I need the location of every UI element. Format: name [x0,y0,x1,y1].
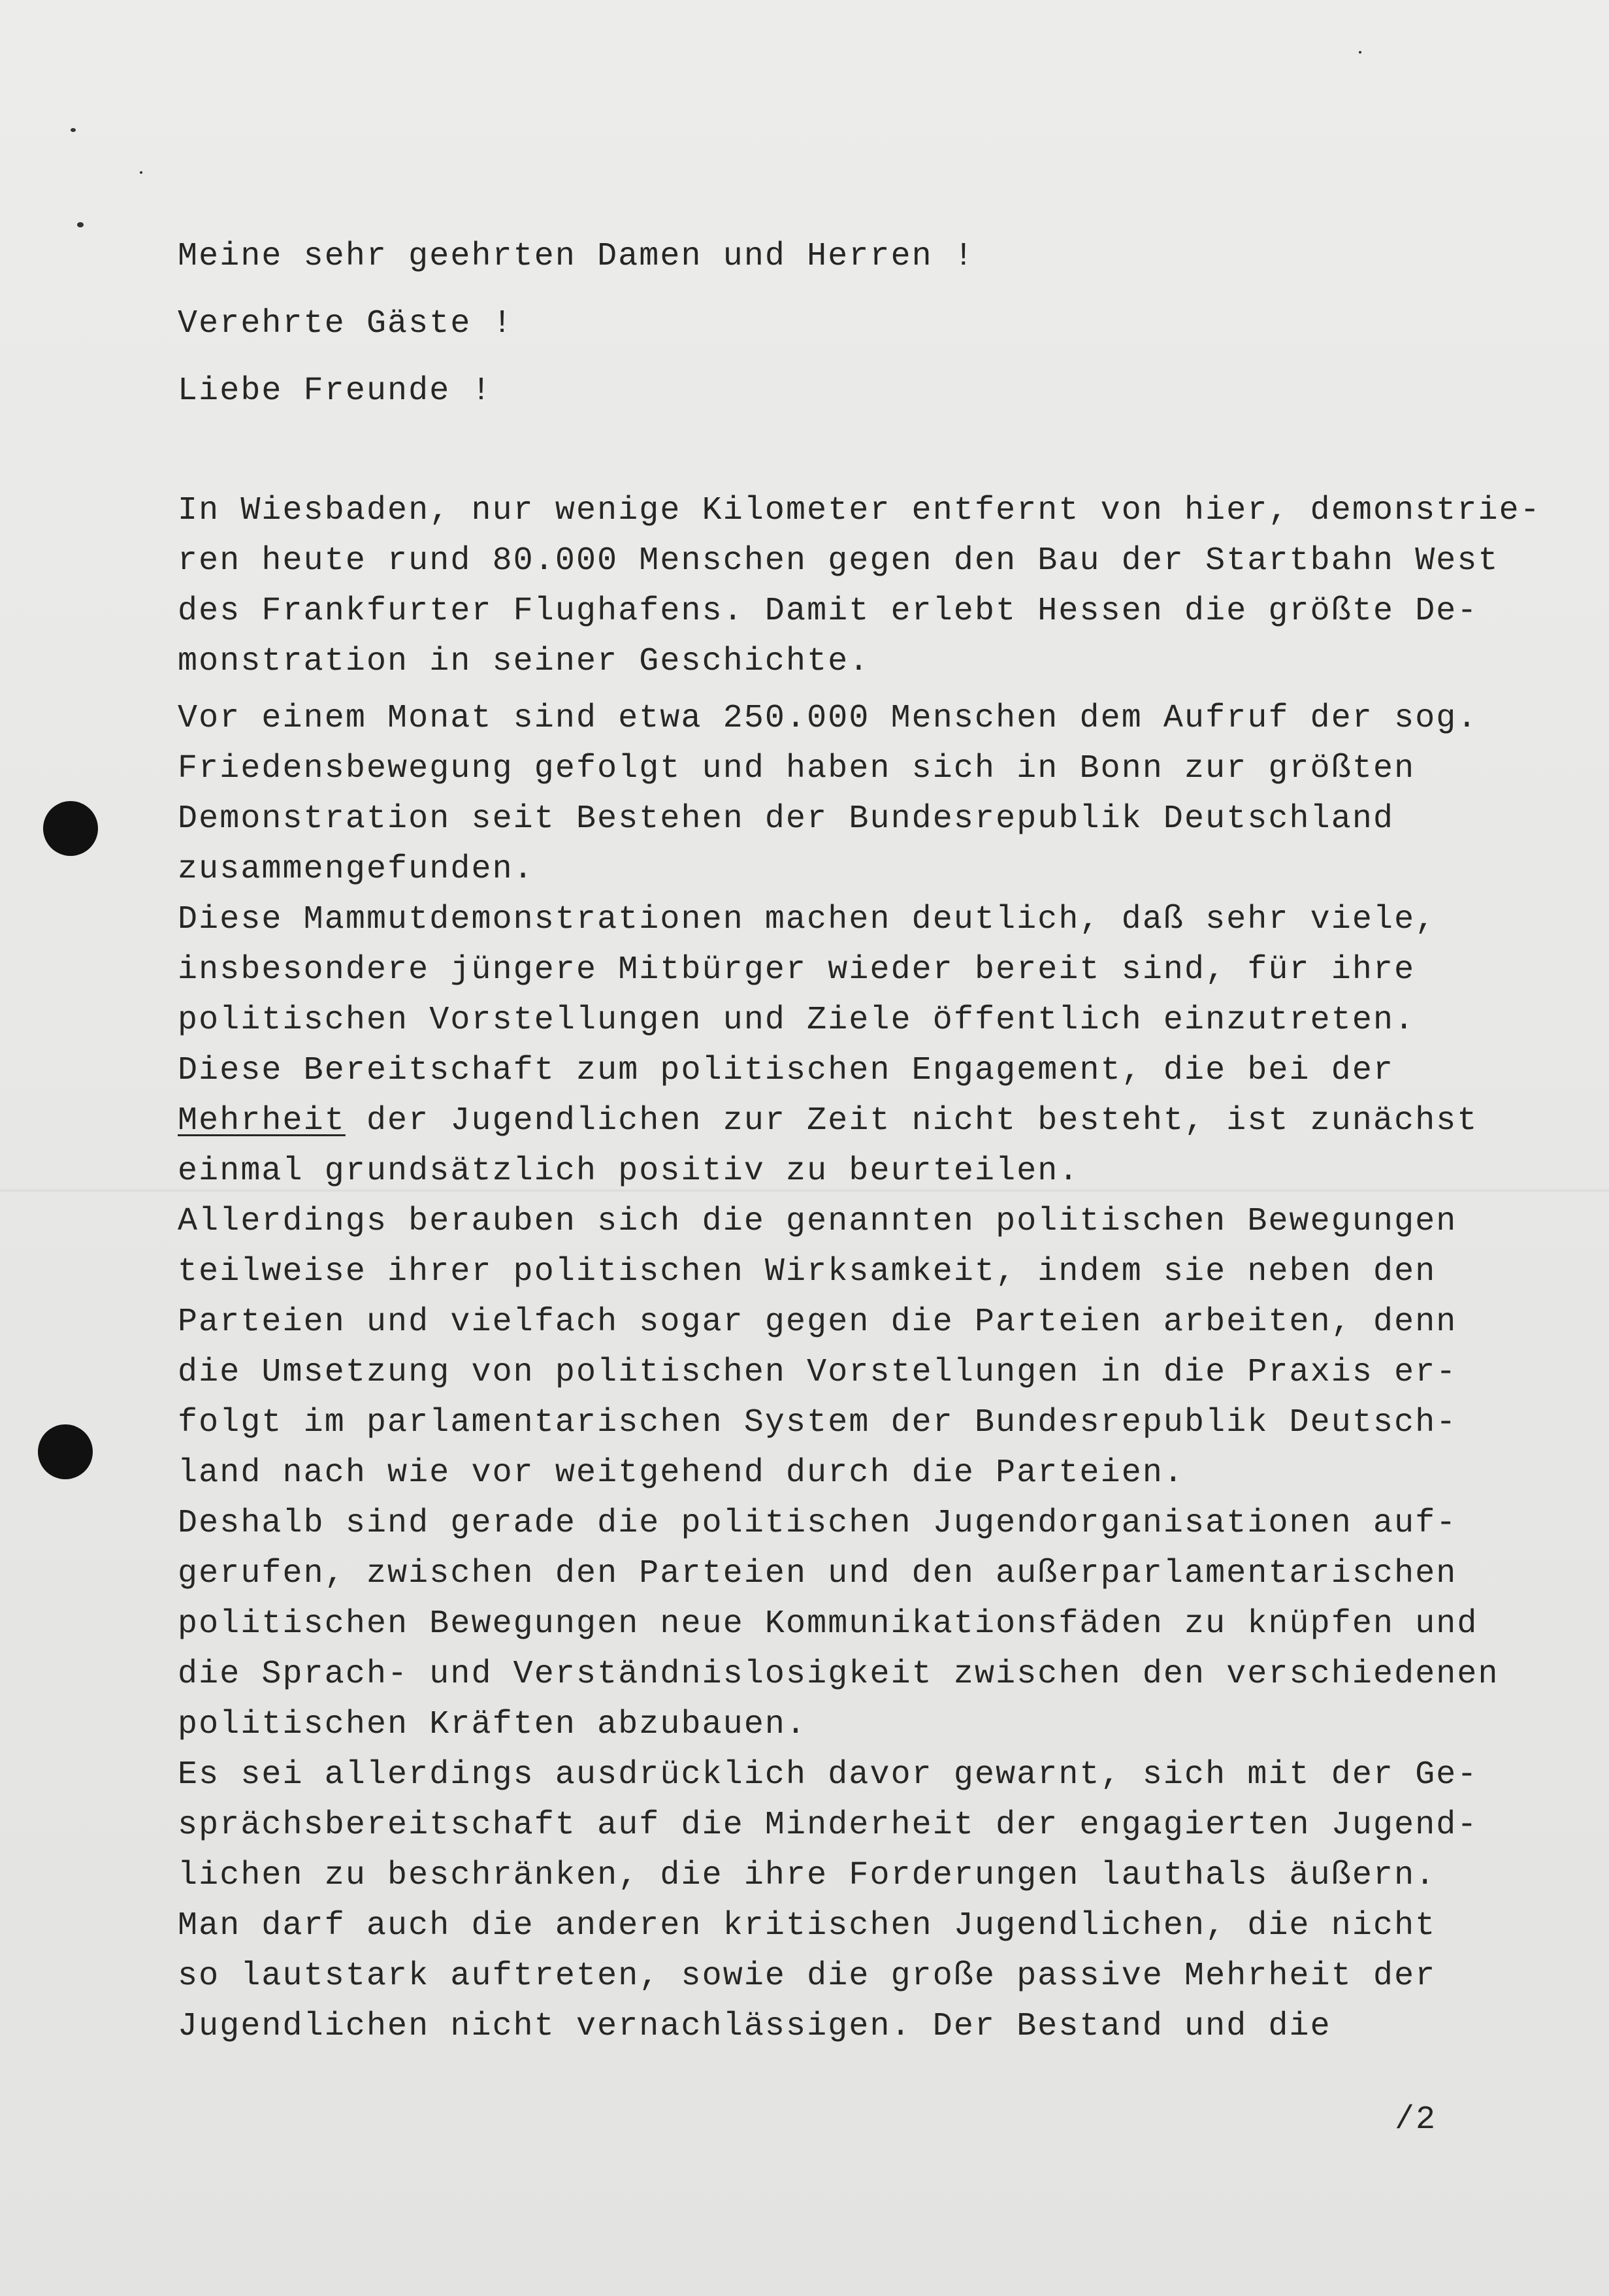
text-line: Diese Mammutdemonstrationen machen deutlich, daß sehr viele, [178,901,1437,938]
text-line: monstration in seiner Geschichte. [178,643,870,680]
text-line: Parteien und vielfach sogar gegen die Parteien arbeiten, denn [178,1304,1457,1341]
text-line: Jugendlichen nicht vernachlässigen. Der Bestand und die [178,2008,1331,2045]
salutation-block [178,231,1536,433]
text-line: Man darf auch die anderen kritischen Jugendlichen, die nicht [178,1907,1437,1944]
text-line: Deshalb sind gerade die politischen Jugendorganisationen auf- [178,1505,1457,1542]
text-line: politischen Bewegungen neue Kommunikationsfäden zu knüpfen und [178,1605,1478,1643]
text-line-rest: der Jugendlichen zur Zeit nicht besteht, ist zunächst [366,1102,1478,1140]
underlined-word: Mehrheit [178,1102,346,1140]
letter-body [178,231,1541,2052]
text-line: teilweise ihrer politischen Wirksamkeit, indem sie neben den [178,1253,1437,1290]
text-line: folgt im parlamentarischen System der Bundesrepublik Deutsch- [178,1404,1457,1441]
ink-speck [77,222,84,227]
page-number: /2 [1395,2101,1437,2139]
paragraph-wiesbaden [178,485,1541,687]
punch-hole-bottom [38,1424,93,1479]
text-line: Allerdings berauben sich die genannten politischen Bewegungen [178,1203,1457,1240]
text-line: lichen zu beschränken, die ihre Forderungen lauthals äußern. [178,1857,1437,1894]
text-line: Diese Bereitschaft zum politischen Engagement, die bei der [178,1052,1395,1089]
text-line: insbesondere jüngere Mitbürger wieder bereit sind, für ihre [178,951,1416,989]
ink-speck [1359,51,1361,54]
text-line: politischen Vorstellungen und Ziele öffentlich einzutreten. [178,1002,1416,1039]
paragraph-bonn [178,693,1536,1096]
salutation-line: Verehrte Gäste ! [178,305,513,342]
text-line: zusammengefunden. [178,851,534,888]
text-line: gerufen, zwischen den Parteien und den außerparlamentarischen [178,1555,1457,1592]
text-line: Friedensbewegung gefolgt und haben sich in Bonn zur größten [178,750,1416,787]
text-line: die Sprach- und Verständnislosigkeit zwischen den verschiedenen [178,1656,1499,1693]
punch-hole-top [43,801,98,856]
salutation-line: Meine sehr geehrten Damen und Herren ! [178,238,975,275]
ink-speck [71,128,76,132]
text-line: die Umsetzung von politischen Vorstellungen in die Praxis er- [178,1354,1457,1391]
text-line [178,1096,1536,1146]
text-line: des Frankfurter Flughafens. Damit erlebt Hessen die größte De- [178,593,1478,630]
text-line: Demonstration seit Bestehen der Bundesrepublik Deutschland [178,800,1395,838]
text-line: politischen Kräften abzubauen. [178,1706,807,1743]
paragraph-parteien [178,1096,1536,2052]
text-line: land nach wie vor weitgehend durch die Parteien. [178,1454,1185,1492]
text-line: einmal grundsätzlich positiv zu beurteilen. [178,1153,1080,1190]
text-line: Es sei allerdings ausdrücklich davor gewarnt, sich mit der Ge- [178,1756,1478,1794]
text-line: Vor einem Monat sind etwa 250.000 Menschen dem Aufruf der sog. [178,700,1478,737]
ink-speck [140,171,142,174]
text-line: so lautstark auftreten, sowie die große passive Mehrheit der [178,1958,1437,1995]
salutation-line: Liebe Freunde ! [178,372,493,410]
text-line: In Wiesbaden, nur wenige Kilometer entfernt von hier, demonstrie- [178,492,1541,529]
text-line: ren heute rund 80.000 Menschen gegen den Bau der Startbahn West [178,542,1499,580]
text-line: sprächsbereitschaft auf die Minderheit der engagierten Jugend- [178,1807,1478,1844]
